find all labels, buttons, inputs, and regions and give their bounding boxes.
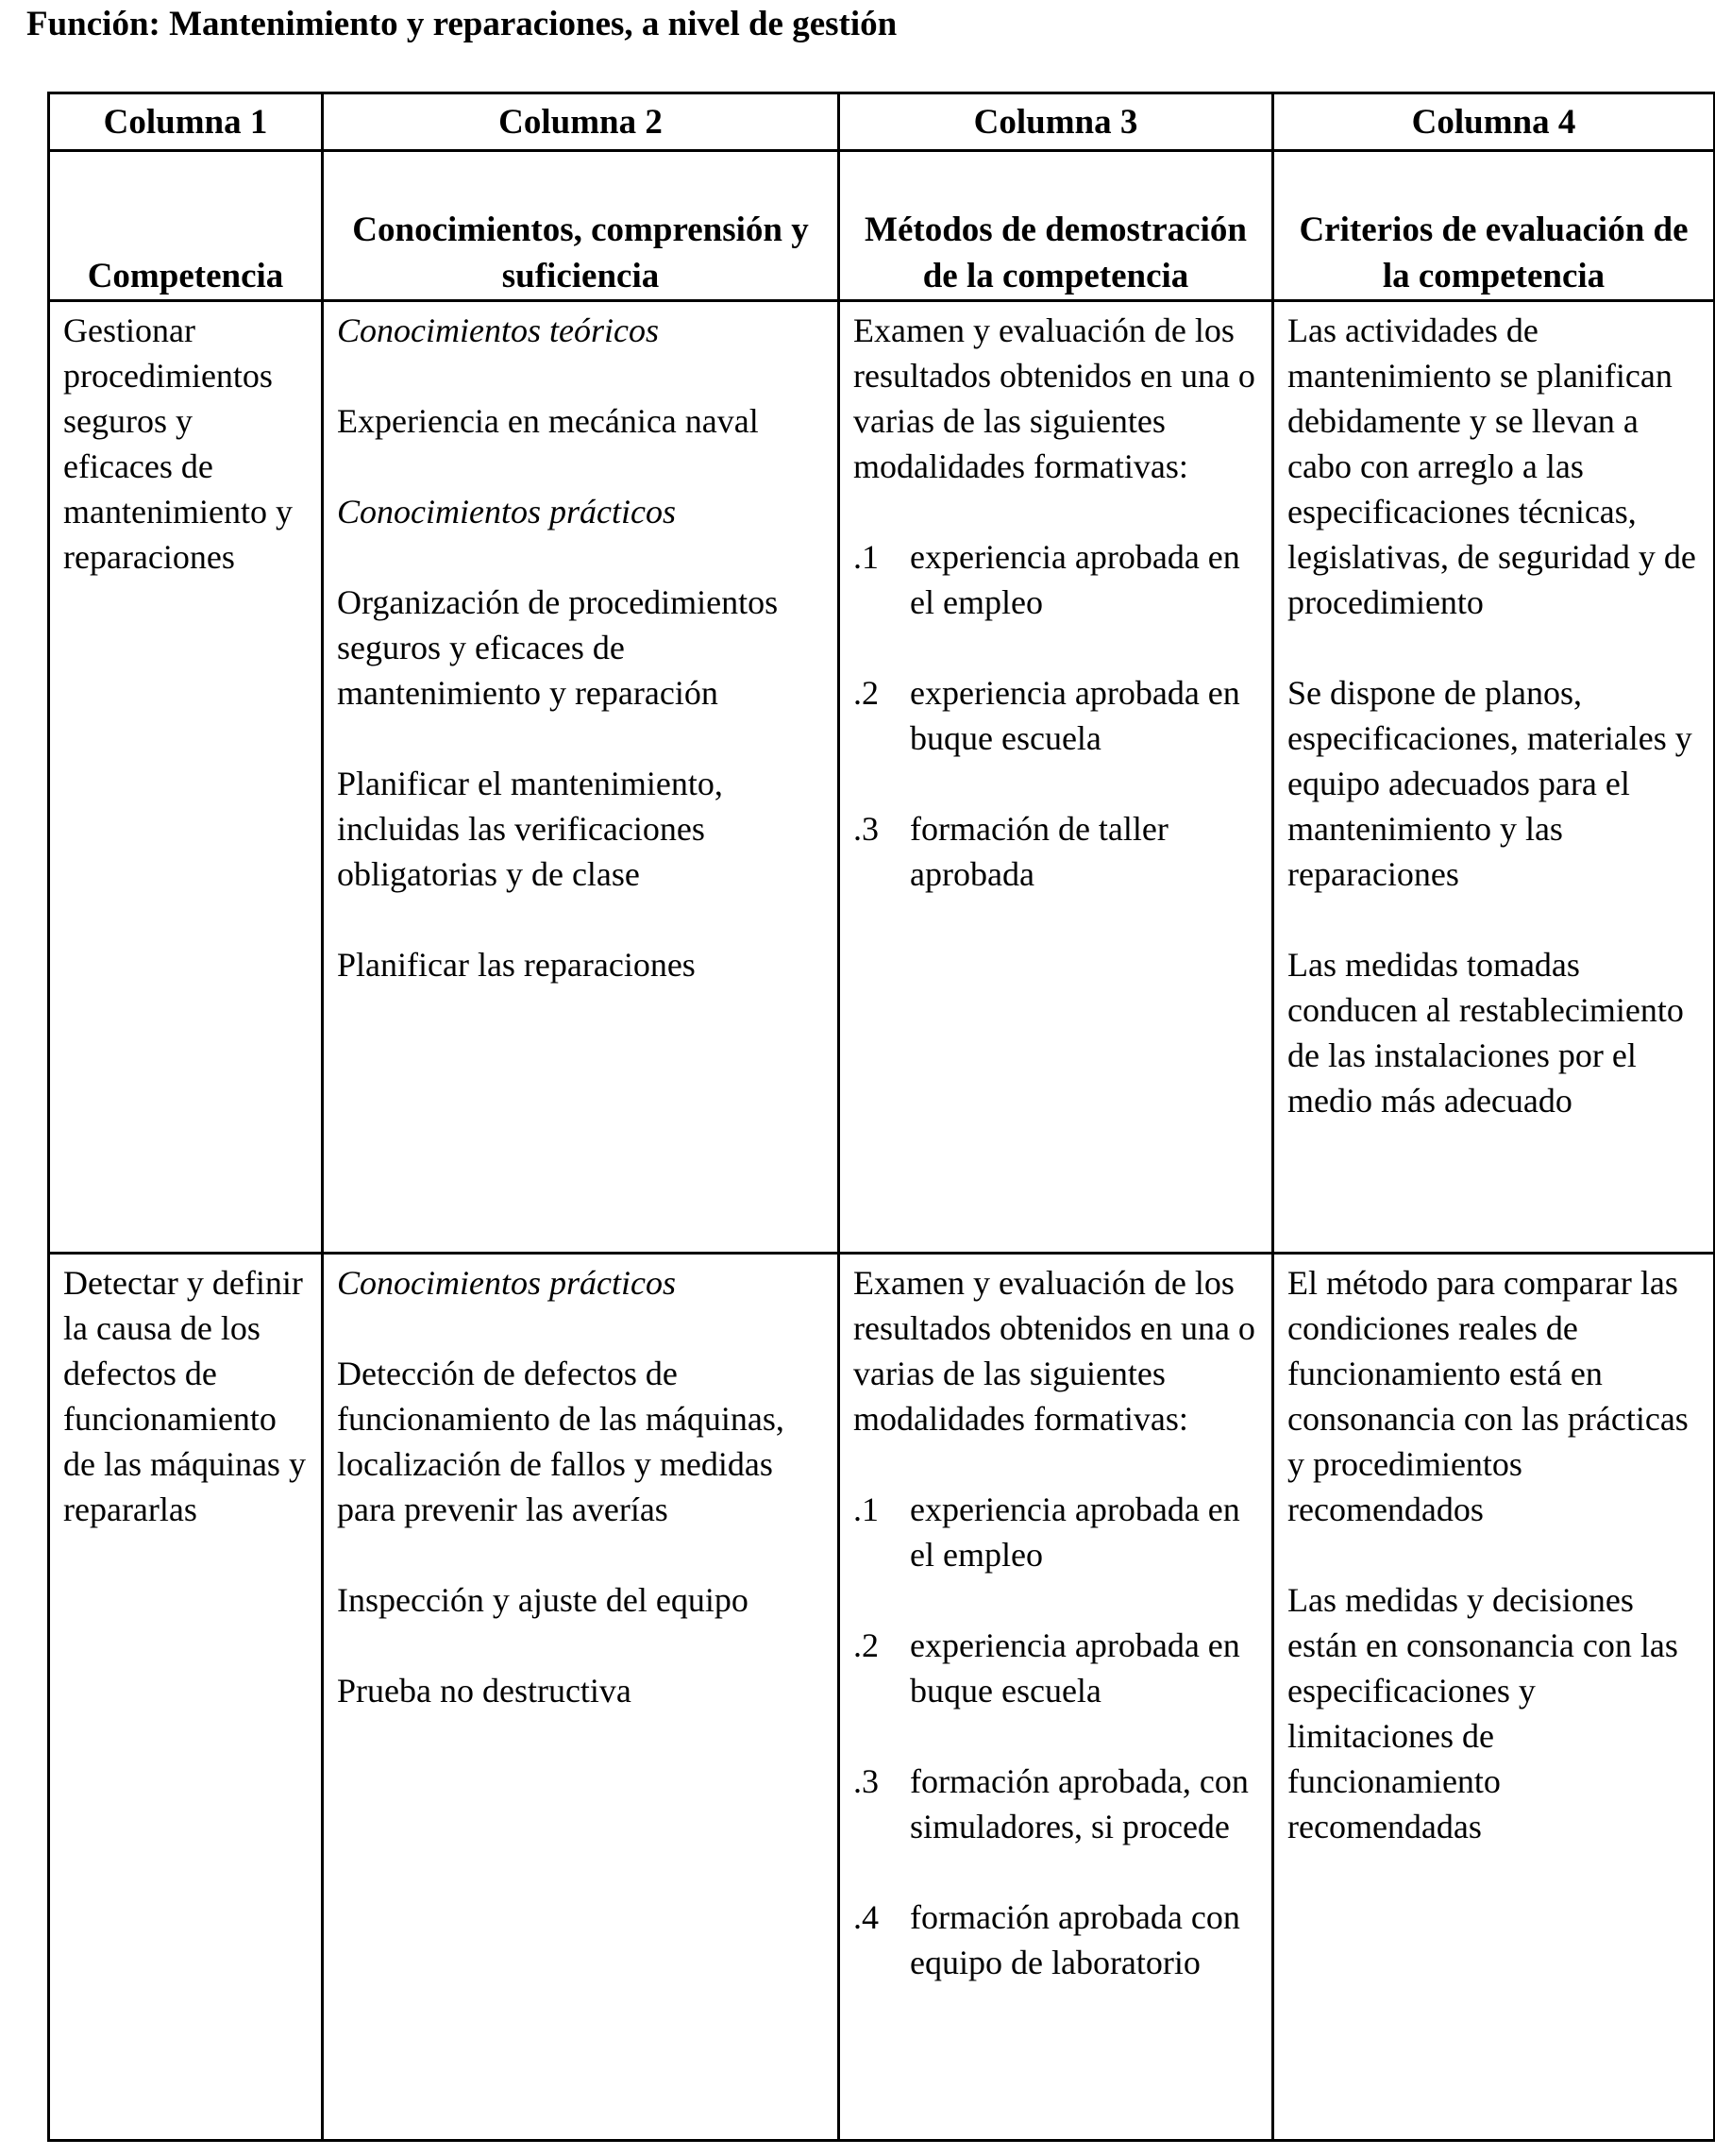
subheading-teoricos: Conocimientos teóricos: [337, 312, 659, 349]
method-number: .2: [853, 674, 879, 712]
column-1-label: Columna 1: [49, 93, 323, 151]
competencia-text: Detectar y definir la causa de los defectos de funcionamiento de las máquinas y repararlas: [63, 1264, 306, 1528]
method-number: .4: [853, 1898, 879, 1936]
knowledge-item: Detección de defectos de funcionamiento de las máquinas, localización de fallos y medidas para prevenir las averías: [337, 1355, 784, 1528]
method-number: .2: [853, 1626, 879, 1664]
page-title: Función: Mantenimiento y reparaciones, a nivel de gestión: [26, 5, 898, 43]
method-text: experiencia aprobada en buque escuela: [910, 1626, 1240, 1710]
competencia-text: Gestionar procedimientos seguros y eficaces de mantenimiento y reparaciones: [63, 312, 293, 576]
column-3-label: Columna 3: [839, 93, 1273, 151]
metodos-intro: Examen y evaluación de los resultados obtenidos en una o varias de las siguientes modalidades formativas:: [853, 312, 1255, 485]
method-item: [853, 806, 1258, 897]
method-item: [853, 534, 1258, 625]
conocimientos-cell: [323, 1254, 839, 2141]
subheading-practicos: Conocimientos prácticos: [337, 493, 676, 531]
method-text: formación de taller aprobada: [910, 810, 1169, 893]
criterion-text: El método para comparar las condiciones reales de funcionamiento está en consonancia con las prácticas y procedimientos recomendados: [1287, 1264, 1689, 1528]
header-metodos: Métodos de demostración de la competencia: [839, 151, 1273, 301]
method-text: experiencia aprobada en el empleo: [910, 538, 1240, 621]
method-number: .1: [853, 1491, 879, 1528]
subheading-practicos: Conocimientos prácticos: [337, 1264, 676, 1302]
header-competencia: Competencia: [49, 151, 323, 301]
method-number: .3: [853, 810, 879, 848]
header-conocimientos: Conocimientos, comprensión y suficiencia: [323, 151, 839, 301]
method-text: experiencia aprobada en el empleo: [910, 1491, 1240, 1574]
competence-table: [47, 92, 1715, 2142]
method-item: [853, 1895, 1258, 1985]
knowledge-item: Planificar las reparaciones: [337, 946, 696, 984]
knowledge-item: Planificar el mantenimiento, incluidas las verificaciones obligatorias y de clase: [337, 765, 723, 893]
knowledge-item: Experiencia en mecánica naval: [337, 402, 759, 440]
table-row: [49, 1254, 1715, 2141]
method-text: experiencia aprobada en buque escuela: [910, 674, 1240, 757]
method-item: [853, 1487, 1258, 1577]
conocimientos-cell: [323, 301, 839, 1254]
knowledge-item: Inspección y ajuste del equipo: [337, 1581, 748, 1619]
competencia-cell: [49, 1254, 323, 2141]
header-criterios: Criterios de evaluación de la competencia: [1273, 151, 1715, 301]
criterios-cell: [1273, 1254, 1715, 2141]
method-text: formación aprobada, con simuladores, si procede: [910, 1762, 1249, 1845]
method-text: formación aprobada con equipo de laboratorio: [910, 1898, 1240, 1981]
column-2-label: Columna 2: [323, 93, 839, 151]
criterios-cell: [1273, 301, 1715, 1254]
metodos-intro: Examen y evaluación de los resultados obtenidos en una o varias de las siguientes modalidades formativas:: [853, 1264, 1255, 1438]
method-item: [853, 1623, 1258, 1713]
method-item: [853, 1759, 1258, 1849]
competencia-cell: [49, 301, 323, 1254]
method-item: [853, 670, 1258, 761]
criterion-text: Las actividades de mantenimiento se planifican debidamente y se llevan a cabo con arreglo a las especificaciones técnicas, legislativas, de seguridad y de procedimiento: [1287, 312, 1696, 621]
knowledge-item: Organización de procedimientos seguros y eficaces de mantenimiento y reparación: [337, 583, 779, 712]
criterion-text: Las medidas y decisiones están en consonancia con las especificaciones y limitaciones de funcionamiento recomendadas: [1287, 1581, 1678, 1845]
header-row: [49, 151, 1715, 301]
column-number-row: [49, 93, 1715, 151]
criterion-text: Se dispone de planos, especificaciones, materiales y equipo adecuados para el mantenimiento y las reparaciones: [1287, 674, 1692, 893]
method-number: .1: [853, 538, 879, 576]
criterion-text: Las medidas tomadas conducen al restablecimiento de las instalaciones por el medio más adecuado: [1287, 946, 1684, 1120]
knowledge-item: Prueba no destructiva: [337, 1672, 631, 1710]
metodos-cell: [839, 1254, 1273, 2141]
method-number: .3: [853, 1762, 879, 1800]
metodos-cell: [839, 301, 1273, 1254]
table-row: [49, 301, 1715, 1254]
column-4-label: Columna 4: [1273, 93, 1715, 151]
